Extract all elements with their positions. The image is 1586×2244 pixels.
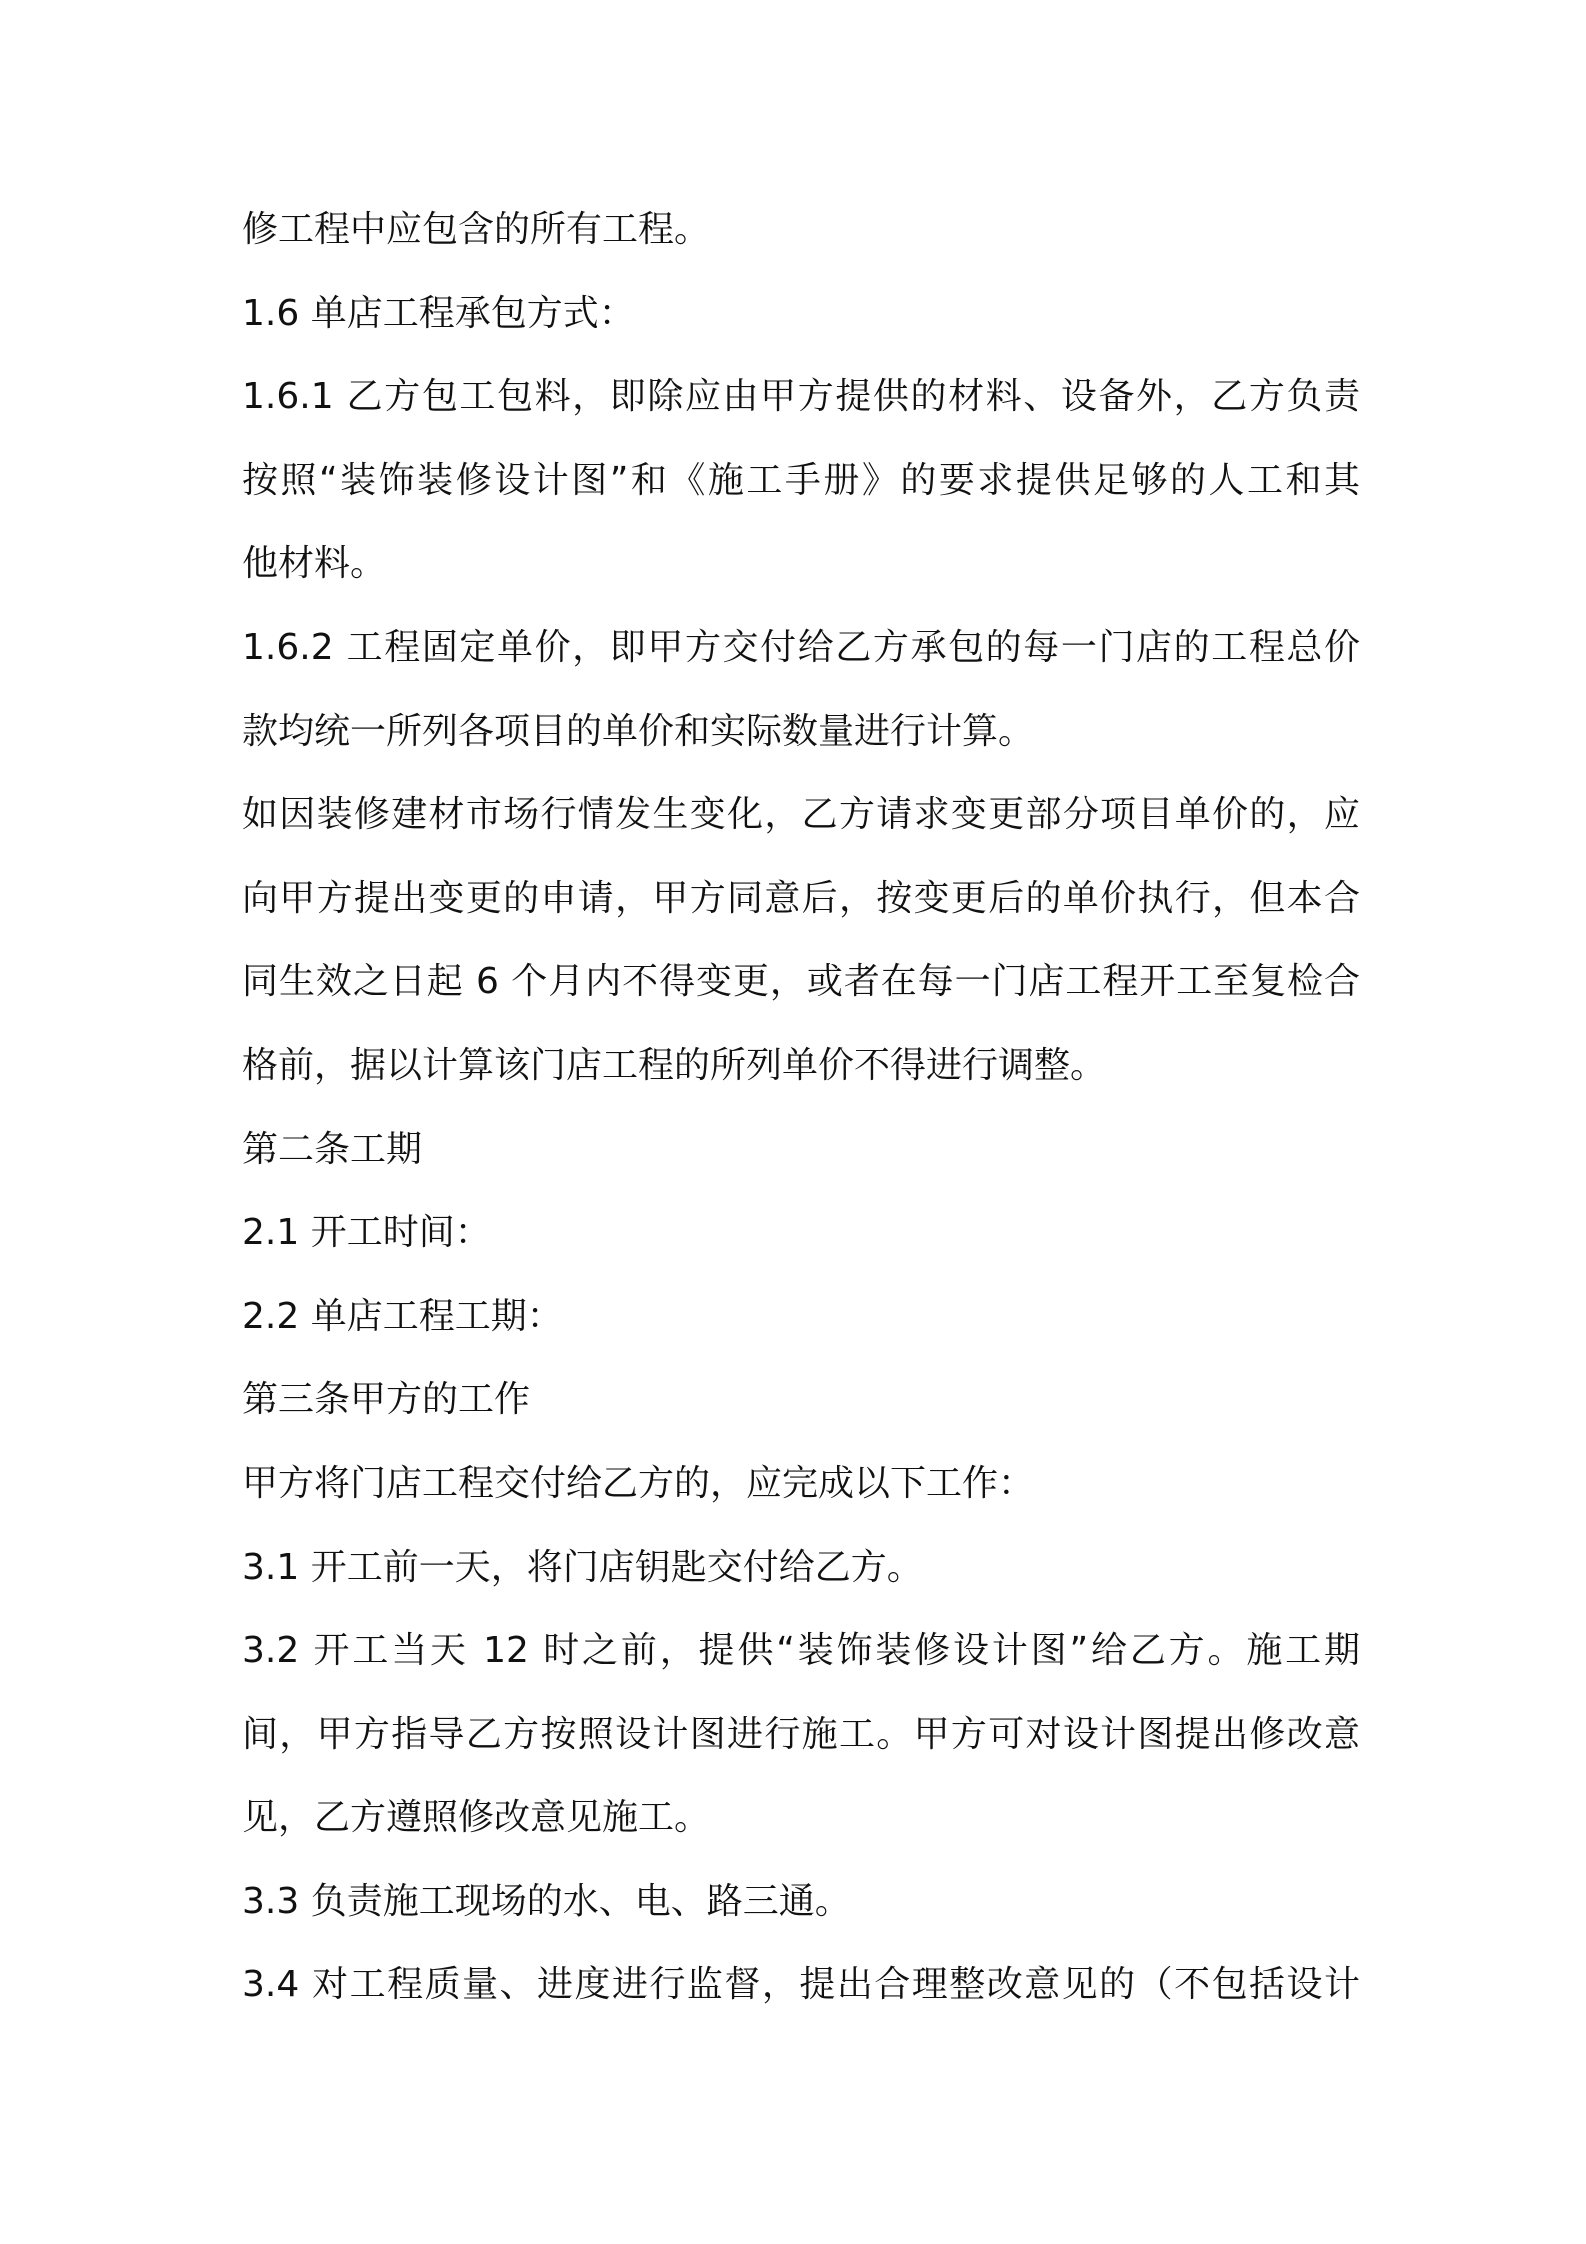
text-line: 第三条甲方的工作 <box>242 1379 531 1421</box>
text-line: 3.3 负责施工现场的水、电、路三通。 <box>242 1880 851 1922</box>
text-line: 他材料。 <box>242 543 387 585</box>
text-line: 1.6 单店工程承包方式： <box>242 292 635 334</box>
text-line: 按照“装饰装修设计图”和《施工手册》的要求提供足够的人工和其 <box>242 459 1360 501</box>
text-line: 格前，据以计算该门店工程的所列单价不得进行调整。 <box>242 1044 1107 1086</box>
text-line: 见，乙方遵照修改意见施工。 <box>242 1797 711 1839</box>
text-line: 第二条工期 <box>242 1128 423 1170</box>
text-line: 2.2 单店工程工期： <box>242 1295 563 1337</box>
text-line: 修工程中应包含的所有工程。 <box>242 209 711 250</box>
text-line: 2.1 开工时间： <box>242 1212 491 1254</box>
text-line: 同生效之日起 6 个月内不得变更，或者在每一门店工程开工至复检合 <box>242 961 1360 1003</box>
text-line: 如因装修建材市场行情发生变化，乙方请求变更部分项目单价的，应 <box>242 794 1360 836</box>
text-line: 款均统一所列各项目的单价和实际数量进行计算。 <box>242 710 1035 752</box>
text-line: 3.2 开工当天 12 时之前，提供“装饰装修设计图”给乙方。施工期 <box>242 1630 1360 1672</box>
text-line: 甲方将门店工程交付给乙方的，应完成以下工作： <box>242 1462 1035 1504</box>
text-line: 间，甲方指导乙方按照设计图进行施工。甲方可对设计图提出修改意 <box>242 1713 1360 1755</box>
text-line: 1.6.2 工程固定单价，即甲方交付给乙方承包的每一门店的工程总价 <box>242 626 1360 668</box>
document-body <box>242 188 1360 2027</box>
text-line: 向甲方提出变更的申请，甲方同意后，按变更后的单价执行，但本合 <box>242 877 1360 919</box>
text-line: 1.6.1 乙方包工包料，即除应由甲方提供的材料、设备外，乙方负责 <box>242 376 1360 418</box>
text-line: 3.1 开工前一天，将门店钥匙交付给乙方。 <box>242 1546 923 1588</box>
text-line: 3.4 对工程质量、进度进行监督，提出合理整改意见的（不包括设计 <box>242 1964 1360 2006</box>
